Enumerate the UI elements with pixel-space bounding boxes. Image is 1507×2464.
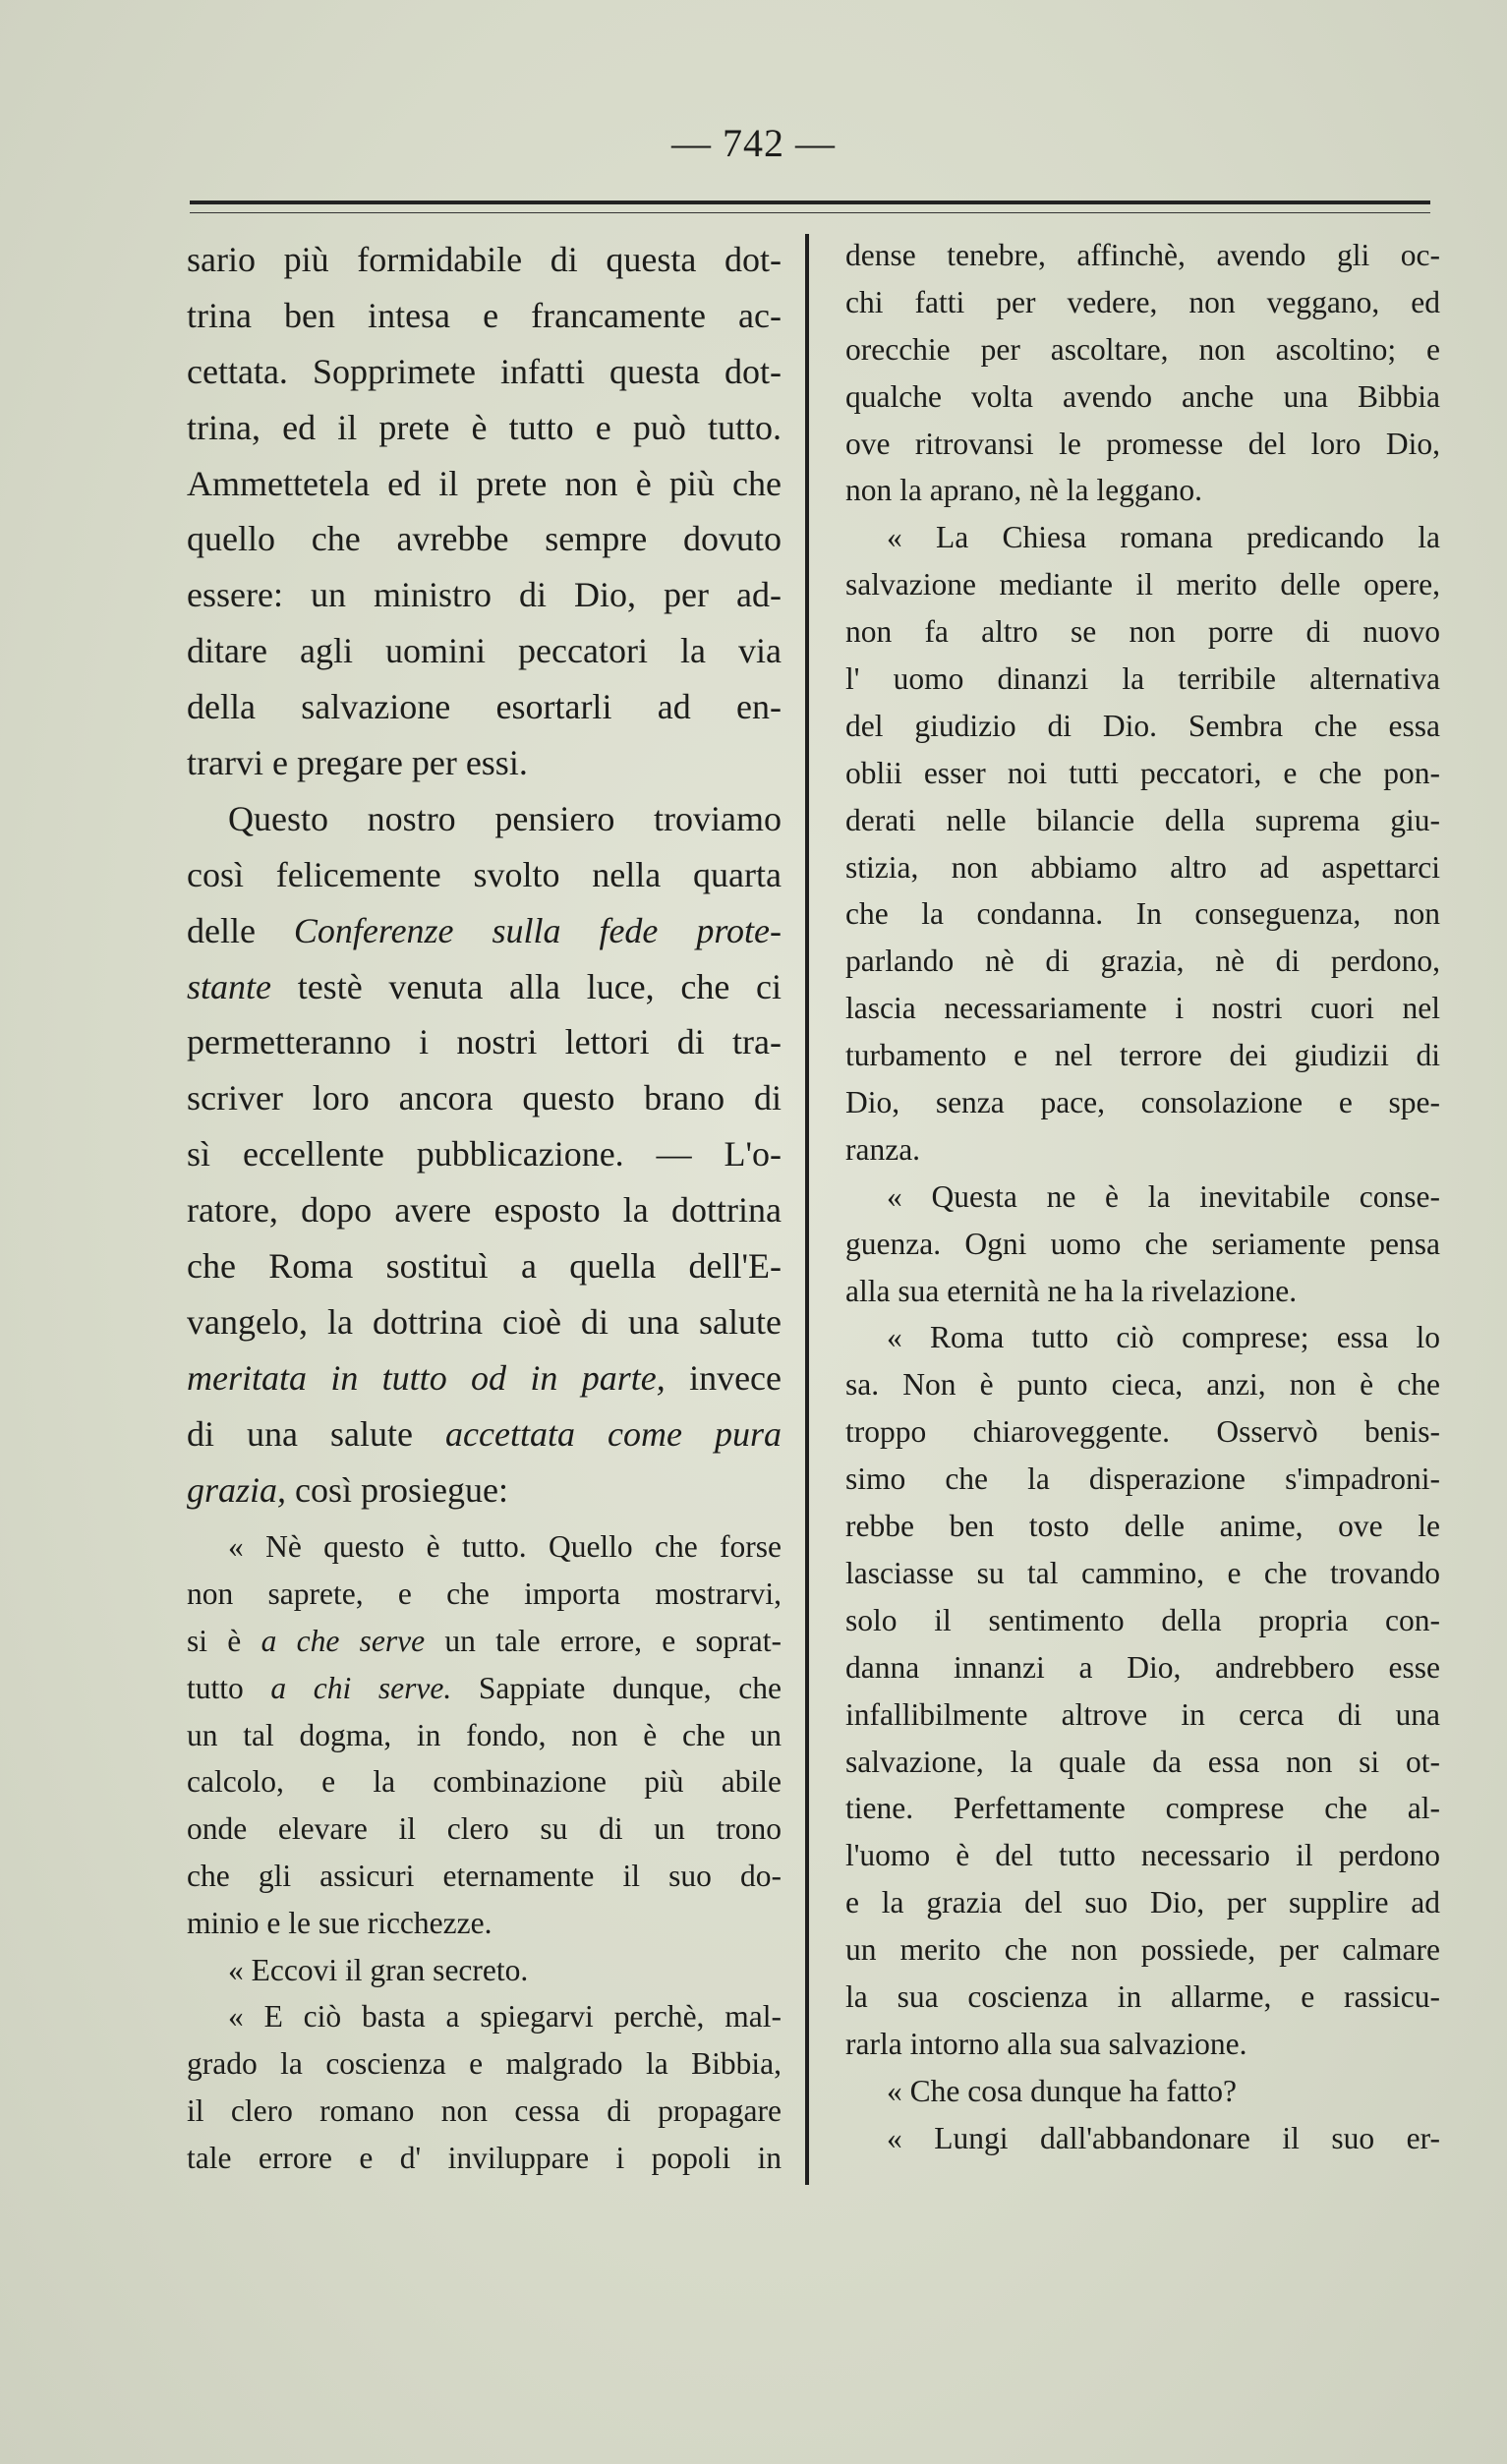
text-line: un tal dogma, in fondo, non è che un [187, 1717, 782, 1752]
column-divider [805, 234, 809, 2185]
text-line: grado la coscienza e malgrado la Bibbia, [187, 2046, 782, 2082]
right-paragraph-3 [845, 1174, 1440, 1315]
text-line [187, 1665, 782, 1712]
text-line: non fa altro se non porre di nuovo [845, 614, 1440, 650]
text-line: del giudizio di Dio. Sembra che essa [845, 708, 1440, 743]
text-run: invece [665, 1357, 782, 1398]
text-line: orecchie per ascoltare, non ascoltino; e [845, 331, 1440, 367]
text-line: stizia, non abbiamo altro ad aspettarci [845, 849, 1440, 885]
text-line: ratore, dopo avere esposto la dottrina [187, 1190, 782, 1231]
text-line: e la grazia del suo Dio, per supplire ad [845, 1885, 1440, 1920]
text-line: il clero romano non cessa di propagare [187, 2093, 782, 2129]
page-number: — 742 — [671, 121, 836, 165]
italic-phrase: grazia, [187, 1469, 287, 1510]
text-line: « E ciò basta a spiegarvi perchè, mal- [228, 1999, 782, 2034]
text-line: chi fatti per vedere, non veggano, ed [845, 284, 1440, 319]
text-line: tale errore e d' inviluppare i popoli in [187, 2140, 782, 2175]
text-line: Questo nostro pensiero troviamo [228, 798, 782, 838]
text-line: onde elevare il clero su di un trono [187, 1811, 782, 1847]
text-run: testè venuta alla luce, che ci [271, 966, 782, 1006]
text-line [187, 1462, 782, 1519]
text-line: Dio, senza pace, consolazione e spe- [845, 1085, 1440, 1120]
text-run: un tale errore, e soprat- [425, 1624, 782, 1659]
text-line: un merito che non possiede, per calmare [845, 1932, 1440, 1968]
text-line [187, 1350, 782, 1406]
text-line: lascia necessariamente i nostri cuori nel [845, 991, 1440, 1026]
left-quote-1 [187, 1523, 782, 1946]
italic-phrase: meritata in tutto od in parte, [187, 1357, 666, 1398]
text-line: che gli assicuri eternamente il suo do- [187, 1859, 782, 1894]
text-line: oblii esser noi tutti peccatori, e che pon- [845, 755, 1440, 790]
text-line [187, 1406, 782, 1462]
left-quote-3 [187, 1993, 782, 2181]
text-line: tiene. Perfettamente comprese che al- [845, 1791, 1440, 1826]
text-line: lasciasse su tal cammino, e che trovando [845, 1555, 1440, 1590]
text-line: « Eccovi il gran secreto. [228, 1952, 529, 1987]
text-line: che Roma sostituì a quella dell'E- [187, 1246, 782, 1287]
text-line: salvazione mediante il merito delle opere, [845, 567, 1440, 602]
text-line: Ammettetela ed il prete non è più che [187, 463, 782, 503]
text-line [187, 903, 782, 959]
text-line: « La Chiesa romana predicando la [887, 520, 1440, 555]
text-line: sario più formidabile di questa dot- [187, 240, 782, 279]
italic-phrase: a che serve [261, 1624, 426, 1659]
italic-title: stante [187, 966, 271, 1006]
text-line: della salvazione esortarli ad en- [187, 687, 782, 727]
text-line: trina ben intesa e francamente ac- [187, 295, 782, 335]
text-run: si è [187, 1624, 261, 1659]
text-line: rebbe ben tosto delle anime, ove le [845, 1509, 1440, 1544]
text-line: danna innanzi a Dio, andrebbero esse [845, 1649, 1440, 1685]
right-column [845, 232, 1440, 2162]
text-line: che la condanna. In conseguenza, non [845, 896, 1440, 932]
text-line: scriver loro ancora questo brano di [187, 1078, 782, 1118]
text-line: l' uomo dinanzi la terribile alternativa [845, 661, 1440, 697]
text-line: essere: un ministro di Dio, per ad- [187, 575, 782, 615]
italic-phrase: a chi serve. [270, 1670, 452, 1705]
text-line: minio e le sue ricchezze. [187, 1905, 493, 1940]
text-run: tutto [187, 1670, 271, 1705]
text-line: cettata. Sopprimete infatti questa dot- [187, 351, 782, 391]
left-quote-2 [187, 1947, 782, 1994]
text-run: Sappiate dunque, che [451, 1670, 782, 1705]
text-line: « Che cosa dunque ha fatto? [887, 2073, 1238, 2108]
text-line: derati nelle bilancie della suprema giu- [845, 802, 1440, 837]
text-line: infallibilmente altrove in cerca di una [845, 1696, 1440, 1732]
text-line: ove ritrovansi le promesse del loro Dio, [845, 426, 1440, 461]
right-paragraph-1 [845, 232, 1440, 514]
text-line: trina, ed il prete è tutto e può tutto. [187, 407, 782, 447]
text-line: sì eccellente pubblicazione. — L'o- [187, 1134, 782, 1175]
text-line: quello che avrebbe sempre dovuto [187, 519, 782, 559]
text-line: « Roma tutto ciò comprese; essa lo [887, 1320, 1440, 1355]
right-paragraph-2 [845, 514, 1440, 1173]
text-run: di una salute [187, 1413, 446, 1454]
text-line: solo il sentimento della propria con- [845, 1602, 1440, 1637]
text-line: ditare agli uomini peccatori la via [187, 631, 782, 671]
text-line: non saprete, e che importa mostrarvi, [187, 1576, 782, 1612]
text-line: dense tenebre, affinchè, avendo gli oc- [845, 238, 1440, 272]
text-line: troppo chiaroveggente. Osservò benis- [845, 1414, 1440, 1450]
left-column [187, 232, 782, 2182]
text-line: simo che la disperazione s'impadroni- [845, 1461, 1440, 1497]
text-line: sa. Non è punto cieca, anzi, non è che [845, 1367, 1440, 1403]
text-line: vangelo, la dottrina cioè di una salute [187, 1301, 782, 1342]
text-line: permetteranno i nostri lettori di tra- [187, 1022, 782, 1062]
right-paragraph-4 [845, 1314, 1440, 2067]
right-paragraph-6 [845, 2115, 1440, 2162]
text-line: qualche volta avendo anche una Bibbia [845, 378, 1440, 414]
text-line: turbamento e nel terrore dei giudizii di [845, 1038, 1440, 1073]
text-line: « Nè questo è tutto. Quello che forse [228, 1529, 782, 1565]
text-run: delle [187, 910, 294, 950]
right-paragraph-5 [845, 2068, 1440, 2115]
header-rule [190, 201, 1430, 213]
text-line: « Questa ne è la inevitabile conse- [887, 1178, 1440, 1214]
text-line: salvazione, la quale da essa non si ot- [845, 1744, 1440, 1779]
italic-phrase: accettata come pura [445, 1413, 782, 1454]
left-paragraph-2 [187, 791, 782, 1519]
text-line: alla sua eternità ne ha la rivelazione. [845, 1273, 1298, 1308]
text-line: parlando nè di grazia, nè di perdono, [845, 944, 1440, 979]
italic-title: Conferenze sulla fede prote- [293, 910, 782, 950]
text-line [187, 959, 782, 1015]
text-line: così felicemente svolto nella quarta [187, 854, 782, 894]
text-line [187, 1618, 782, 1665]
text-line: guenza. Ogni uomo che seriamente pensa [845, 1226, 1440, 1261]
text-line: la sua coscienza in allarme, e rassicu- [845, 1978, 1440, 2014]
left-paragraph-1 [187, 232, 782, 791]
text-line: non la aprano, nè la leggano. [845, 473, 1202, 508]
text-line: trarvi e pregare per essi. [187, 743, 528, 783]
text-line: rarla intorno alla sua salvazione. [845, 2026, 1247, 2061]
text-run: così prosiegue: [286, 1469, 508, 1510]
text-line: calcolo, e la combinazione più abile [187, 1764, 782, 1800]
text-line: « Lungi dall'abbandonare il suo er- [887, 2120, 1440, 2155]
text-line: ranza. [845, 1131, 921, 1167]
text-line: l'uomo è del tutto necessario il perdono [845, 1838, 1440, 1873]
